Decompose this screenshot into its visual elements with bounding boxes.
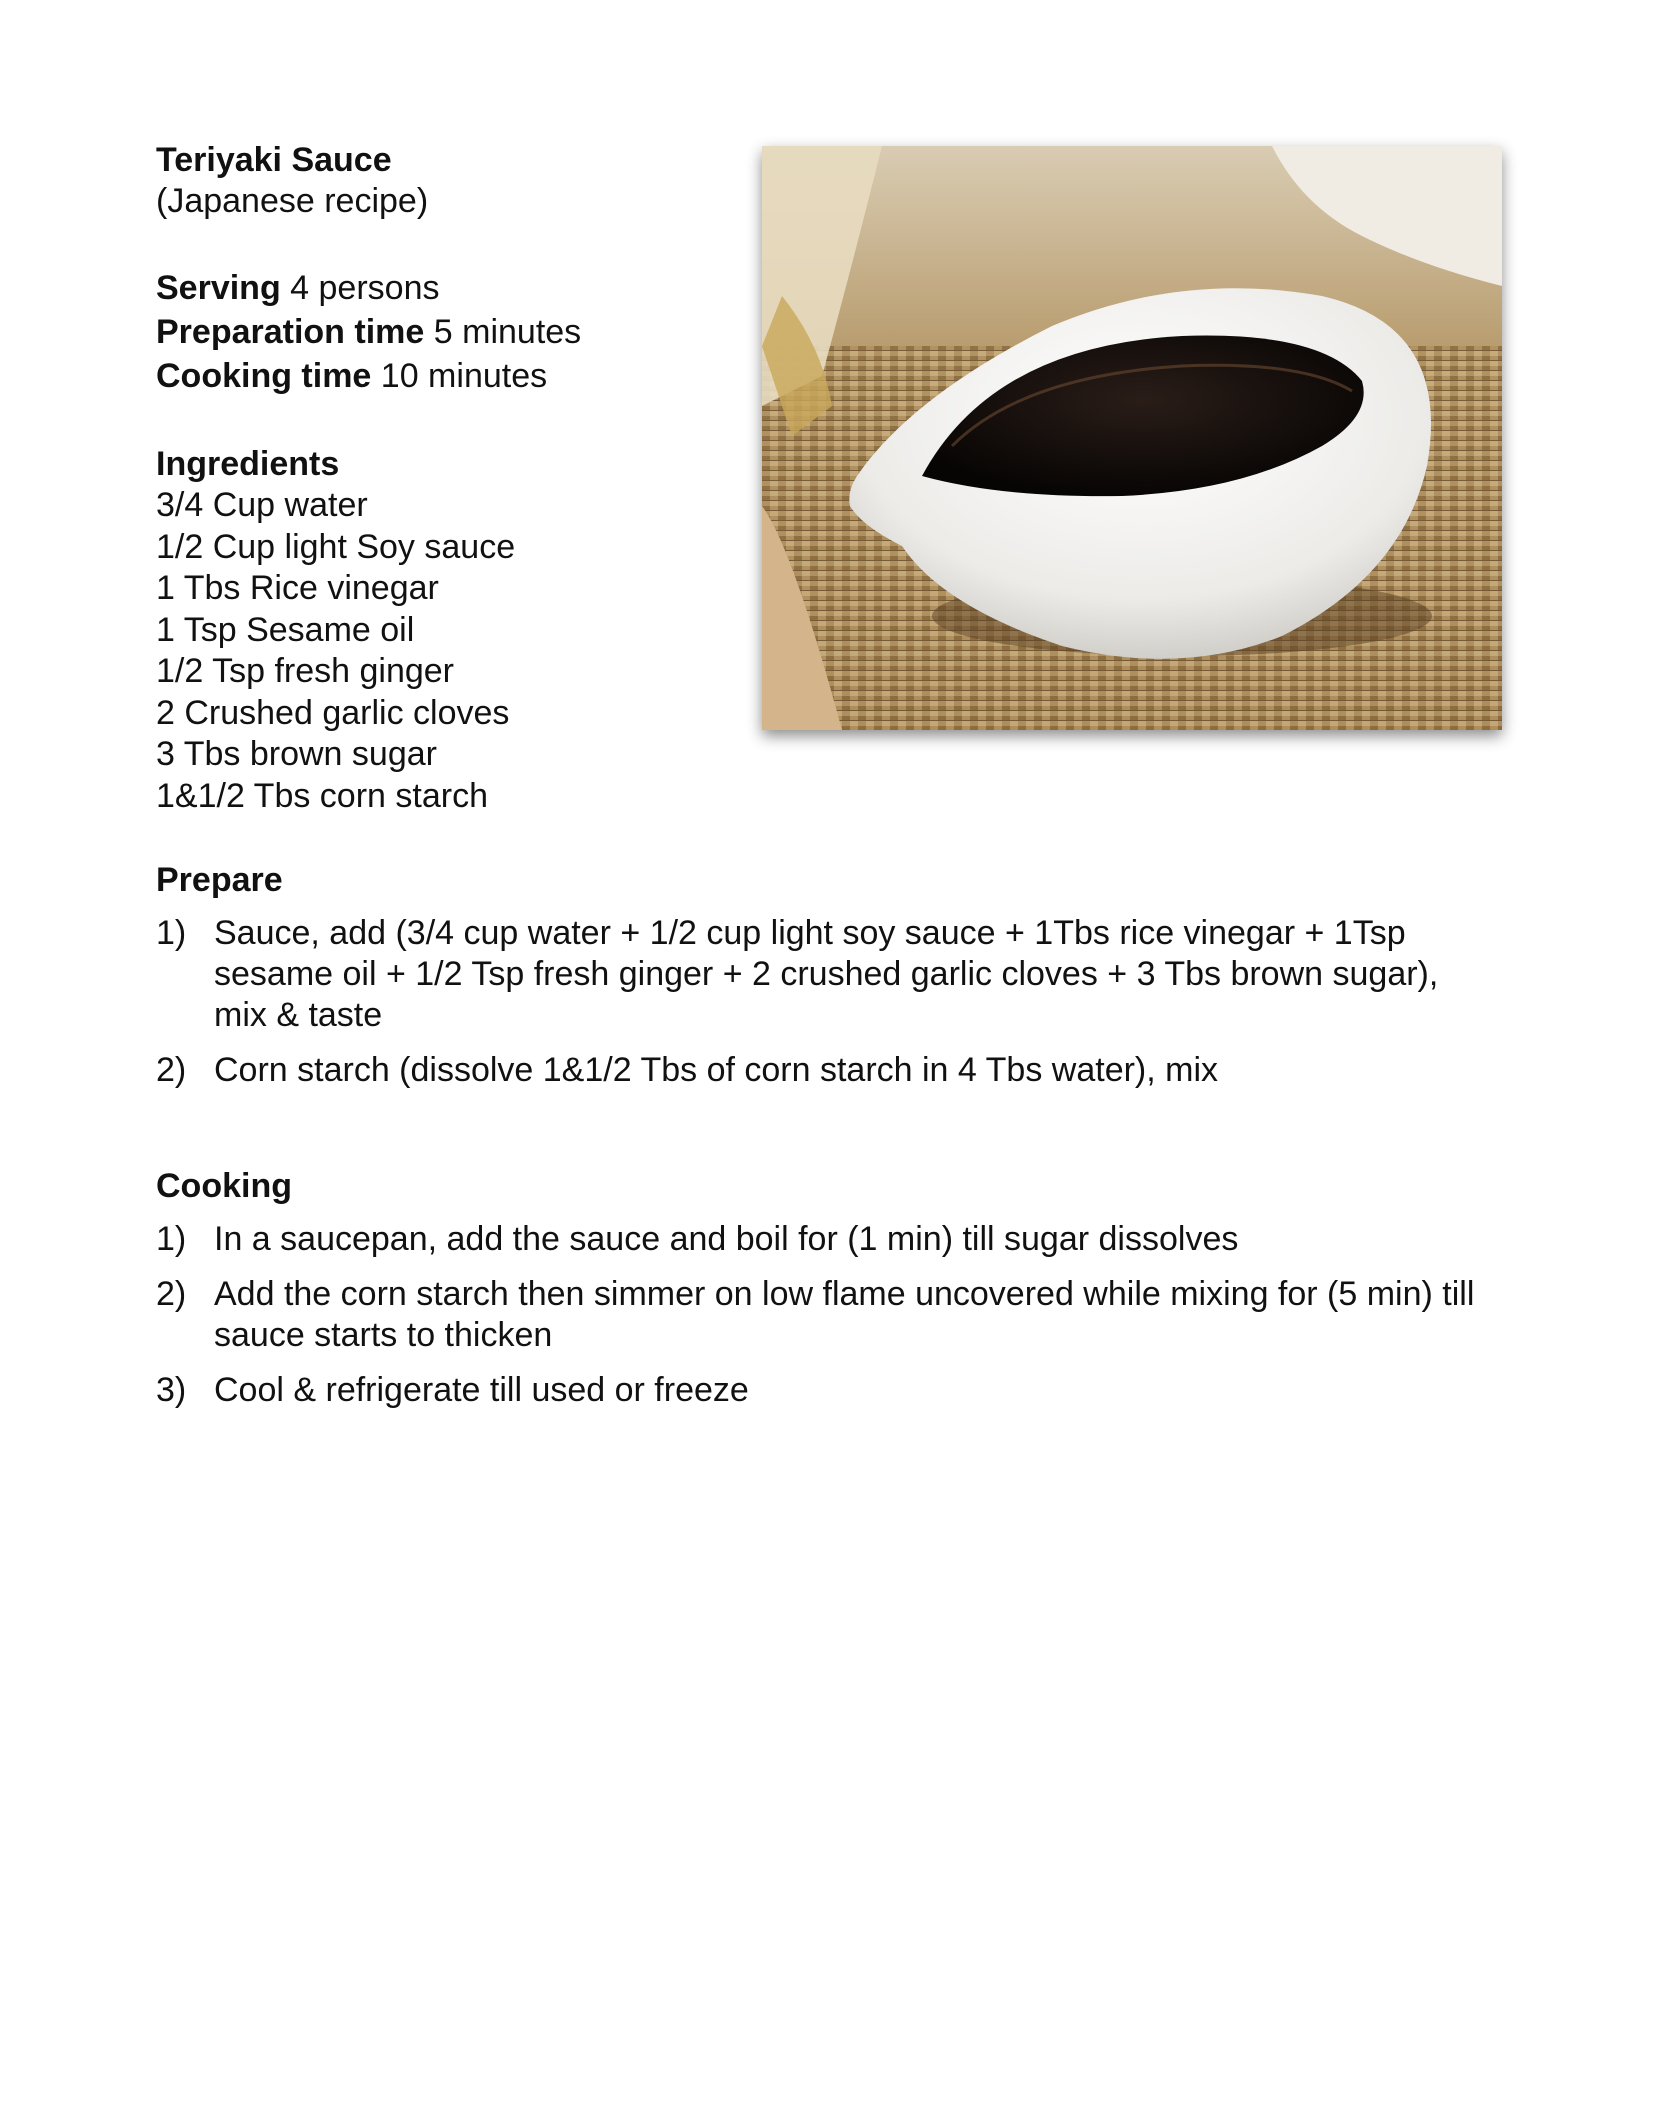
cooking-time-value: 10 minutes xyxy=(380,357,548,395)
step-number: 1) xyxy=(156,914,187,952)
ingredient-item: 3 Tbs brown sugar xyxy=(156,735,437,773)
teriyaki-sauce-bowl-image xyxy=(762,146,1502,730)
prep-time-row xyxy=(156,310,581,354)
ingredient-item: 3/4 Cup water xyxy=(156,486,368,524)
ingredients-heading: Ingredients xyxy=(156,445,340,483)
ingredient-item: 1&1/2 Tbs corn starch xyxy=(156,776,488,815)
serving-row xyxy=(156,266,581,310)
recipe-meta xyxy=(156,266,581,398)
ingredient-item: 1/2 Cup light Soy sauce xyxy=(156,527,516,566)
step-number: 1) xyxy=(156,1220,187,1258)
sauce-bowl-photo xyxy=(762,146,1502,730)
step-number: 2) xyxy=(156,1051,187,1089)
serving-label: Serving xyxy=(156,269,281,307)
step-text: Cool & refrigerate till used or freeze xyxy=(214,1371,749,1409)
prepare-step xyxy=(156,913,1496,1036)
ingredient-item: 1/2 Tsp fresh ginger xyxy=(156,652,454,690)
step-text: Add the corn starch then simmer on low flame uncovered while mixing for (5 min) till sauce starts to thicken xyxy=(214,1275,1475,1354)
ingredients-section xyxy=(156,444,515,817)
cooking-time-row xyxy=(156,354,581,398)
prep-time-label: Preparation time xyxy=(156,313,425,351)
cooking-step xyxy=(156,1370,1496,1411)
cooking-heading: Cooking xyxy=(156,1167,292,1205)
step-text: Sauce, add (3/4 cup water + 1/2 cup light soy sauce + 1Tbs rice vinegar + 1Tsp sesame oil + 1/2 Tsp fresh ginger + 2 crushed garlic cloves + 3 Tbs brown sugar), mix & taste xyxy=(214,914,1439,1034)
prepare-heading: Prepare xyxy=(156,861,283,899)
recipe-title: Teriyaki Sauce xyxy=(156,141,392,179)
cooking-time-label: Cooking time xyxy=(156,357,372,395)
step-text: Corn starch (dissolve 1&1/2 Tbs of corn starch in 4 Tbs water), mix xyxy=(214,1051,1219,1089)
prepare-step xyxy=(156,1050,1496,1091)
cooking-section xyxy=(156,1166,1496,1411)
recipe-subtitle: (Japanese recipe) xyxy=(156,182,429,220)
ingredient-item: 2 Crushed garlic cloves xyxy=(156,693,510,732)
step-number: 3) xyxy=(156,1371,187,1409)
step-number: 2) xyxy=(156,1275,187,1313)
ingredient-item: 1 Tsp Sesame oil xyxy=(156,610,415,649)
prepare-section xyxy=(156,860,1496,1091)
recipe-header xyxy=(156,140,428,222)
serving-value: 4 persons xyxy=(290,269,440,307)
cooking-step xyxy=(156,1219,1496,1260)
ingredient-item: 1 Tbs Rice vinegar xyxy=(156,569,439,607)
cooking-step xyxy=(156,1274,1496,1356)
step-text: In a saucepan, add the sauce and boil for (1 min) till sugar dissolves xyxy=(214,1220,1239,1258)
prep-time-value: 5 minutes xyxy=(433,313,582,351)
